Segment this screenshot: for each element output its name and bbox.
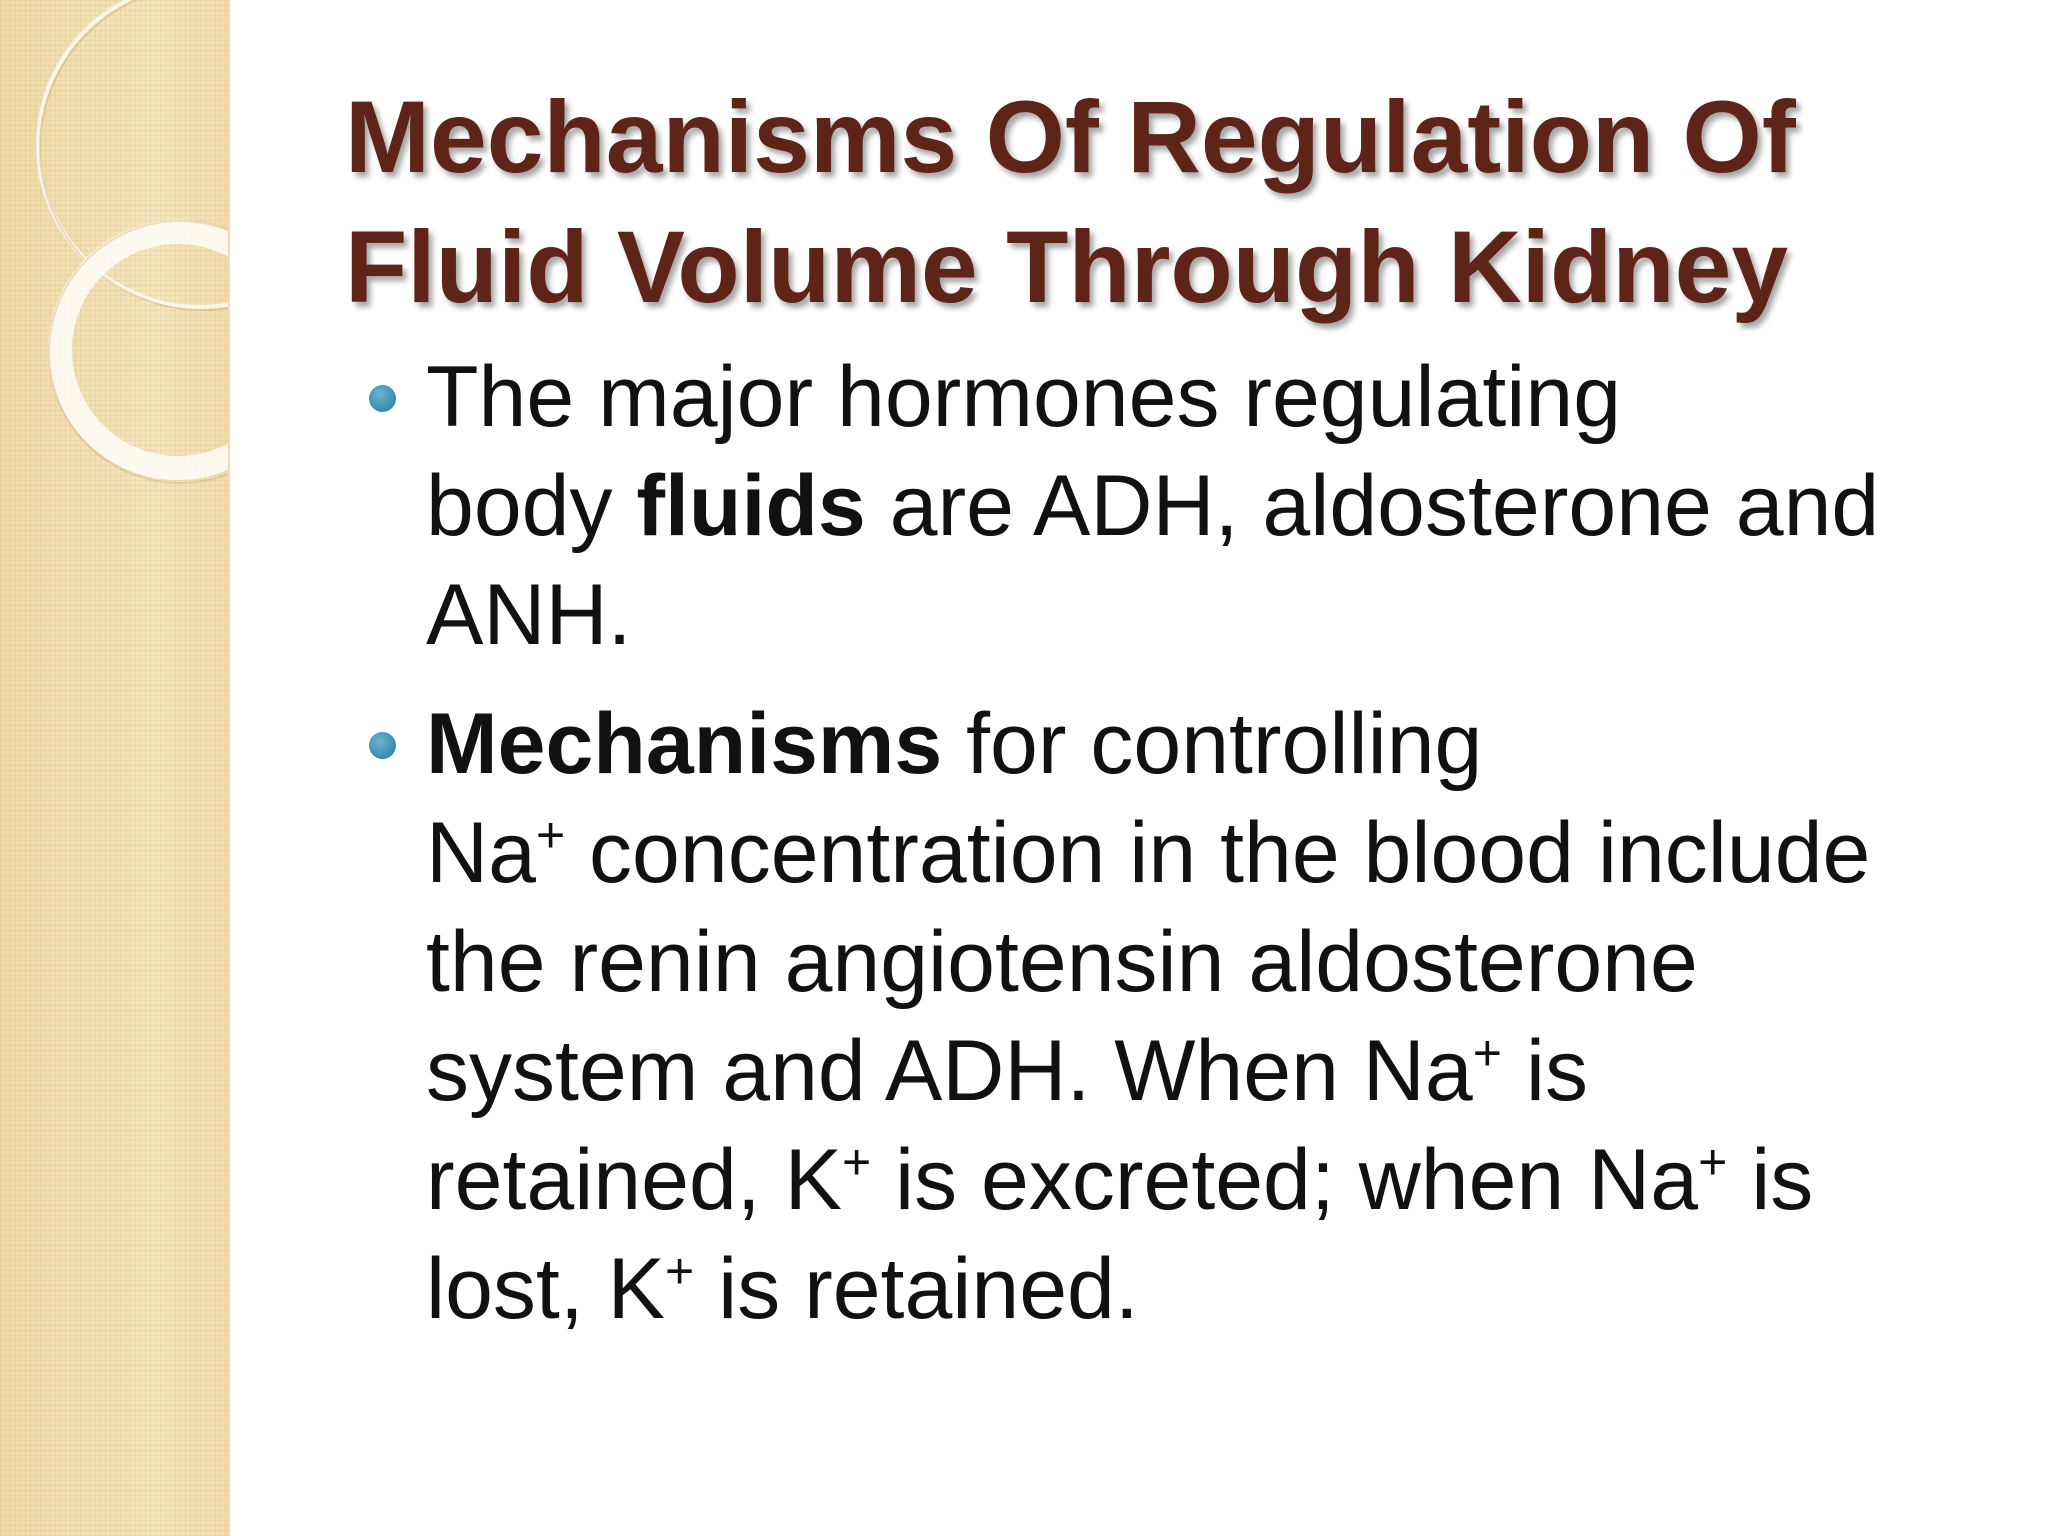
superscript-plus: + — [1472, 1025, 1502, 1081]
bullet-2-line-6a: lost, K — [426, 1241, 665, 1337]
superscript-plus: + — [664, 1243, 695, 1299]
small-ring — [60, 232, 228, 468]
bullet-1-line-3: ANH. — [426, 567, 632, 663]
bullet-2-bold-mechanisms: Mechanisms — [426, 696, 943, 792]
bullet-2-line-5a: retained, K — [426, 1132, 842, 1228]
bullet-2-line-6b: is retained. — [694, 1241, 1139, 1337]
superscript-plus: + — [1698, 1134, 1728, 1190]
bullet-dot-icon — [369, 732, 396, 759]
bullet-2-line-3: the renin angiotensin aldosterone — [426, 914, 1698, 1010]
bullet-dot-icon — [369, 385, 396, 412]
bullet-2-line-2b: concentration in the blood include — [565, 805, 1871, 901]
bullet-1-line-2a: body — [426, 458, 637, 554]
side-panel-edge — [228, 0, 231, 1536]
title-line-1: Mechanisms Of Regulation Of — [345, 80, 1796, 194]
bullet-2-line-2a: Na — [426, 805, 536, 901]
bullet-2-line-5c: is — [1727, 1132, 1814, 1228]
bullet-1-line-1: The major hormones regulating — [426, 349, 1622, 445]
bullet-2-line-1-rest: for controlling — [942, 696, 1483, 792]
superscript-plus: + — [841, 1134, 872, 1190]
bullet-hormones — [426, 343, 2026, 670]
decorative-rings — [0, 0, 228, 480]
decorative-side-panel — [0, 0, 228, 1536]
bullet-2-line-5b: is excreted; when Na — [871, 1132, 1699, 1228]
title-line-2: Fluid Volume Through Kidney — [345, 210, 1789, 324]
slide-title — [345, 72, 1985, 332]
bullet-1-bold-fluids: fluids — [636, 458, 866, 554]
bullet-mechanisms — [426, 690, 2026, 1344]
small-ring-shadow — [49, 221, 228, 483]
superscript-plus: + — [535, 807, 566, 863]
bullet-2-line-4b: is — [1501, 1023, 1588, 1119]
bullet-1-line-2b: are ADH, aldosterone and — [865, 458, 1880, 554]
large-ring-shadow — [40, 0, 228, 310]
bullet-2-line-4a: system and ADH. When Na — [426, 1023, 1473, 1119]
large-ring — [38, 0, 228, 307]
